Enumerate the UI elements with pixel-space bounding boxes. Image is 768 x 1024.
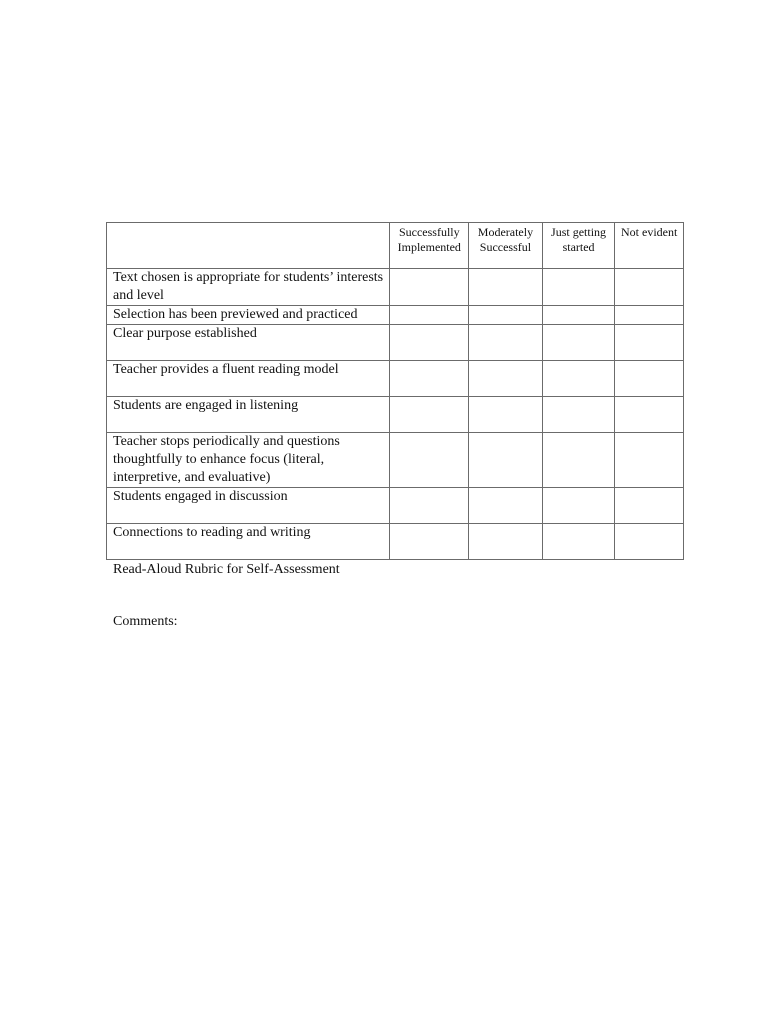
criterion-selection-previewed: Selection has been previewed and practiced bbox=[107, 306, 390, 325]
rating-cell[interactable] bbox=[615, 524, 684, 560]
criterion-connections: Connections to reading and writing bbox=[107, 524, 390, 560]
criterion-engaged-listening: Students are engaged in listening bbox=[107, 397, 390, 433]
rating-cell[interactable] bbox=[469, 306, 543, 325]
rating-cell[interactable] bbox=[615, 397, 684, 433]
rating-cell[interactable] bbox=[542, 325, 615, 361]
rating-cell[interactable] bbox=[469, 488, 543, 524]
rating-cell[interactable] bbox=[390, 524, 469, 560]
table-row bbox=[107, 524, 684, 560]
rating-cell[interactable] bbox=[542, 306, 615, 325]
rating-cell[interactable] bbox=[615, 306, 684, 325]
rating-cell[interactable] bbox=[542, 397, 615, 433]
rating-cell[interactable] bbox=[469, 361, 543, 397]
rating-cell[interactable] bbox=[469, 433, 543, 488]
criterion-fluent-model: Teacher provides a fluent reading model bbox=[107, 361, 390, 397]
table-row bbox=[107, 433, 684, 488]
rating-cell[interactable] bbox=[615, 488, 684, 524]
header-not-evident: Not evident bbox=[615, 223, 684, 269]
criterion-clear-purpose: Clear purpose established bbox=[107, 325, 390, 361]
rating-cell[interactable] bbox=[390, 361, 469, 397]
criterion-engaged-discussion: Students engaged in discussion bbox=[107, 488, 390, 524]
rating-cell[interactable] bbox=[469, 524, 543, 560]
rating-cell[interactable] bbox=[542, 524, 615, 560]
criterion-text-chosen: Text chosen is appropriate for students’ interests and level bbox=[107, 269, 390, 306]
rating-cell[interactable] bbox=[542, 361, 615, 397]
rating-cell[interactable] bbox=[615, 325, 684, 361]
rating-cell[interactable] bbox=[615, 269, 684, 306]
table-row bbox=[107, 269, 684, 306]
rating-cell[interactable] bbox=[615, 433, 684, 488]
table-row bbox=[107, 325, 684, 361]
criterion-stops-periodically: Teacher stops periodically and questions thoughtfully to enhance focus (literal, interpretive, and evaluative) bbox=[107, 433, 390, 488]
rubric-caption: Read-Aloud Rubric for Self-Assessment bbox=[113, 562, 340, 577]
rating-cell[interactable] bbox=[469, 269, 543, 306]
table-row bbox=[107, 306, 684, 325]
rating-cell[interactable] bbox=[390, 433, 469, 488]
rating-cell[interactable] bbox=[542, 269, 615, 306]
rating-cell[interactable] bbox=[390, 488, 469, 524]
rating-cell[interactable] bbox=[469, 325, 543, 361]
header-successfully-implemented: Successfully Implemented bbox=[390, 223, 469, 269]
rating-cell[interactable] bbox=[390, 397, 469, 433]
table-row bbox=[107, 397, 684, 433]
table-row bbox=[107, 361, 684, 397]
comments-label: Comments: bbox=[113, 614, 178, 629]
header-moderately-successful: Moderately Successful bbox=[469, 223, 543, 269]
header-criterion-blank bbox=[107, 223, 390, 269]
header-row bbox=[107, 223, 684, 269]
header-just-getting-started: Just getting started bbox=[542, 223, 615, 269]
rating-cell[interactable] bbox=[542, 433, 615, 488]
rating-cell[interactable] bbox=[390, 325, 469, 361]
rating-cell[interactable] bbox=[390, 269, 469, 306]
table-row bbox=[107, 488, 684, 524]
rating-cell[interactable] bbox=[469, 397, 543, 433]
rating-cell[interactable] bbox=[615, 361, 684, 397]
rubric-table bbox=[106, 222, 684, 560]
rating-cell[interactable] bbox=[390, 306, 469, 325]
rating-cell[interactable] bbox=[542, 488, 615, 524]
